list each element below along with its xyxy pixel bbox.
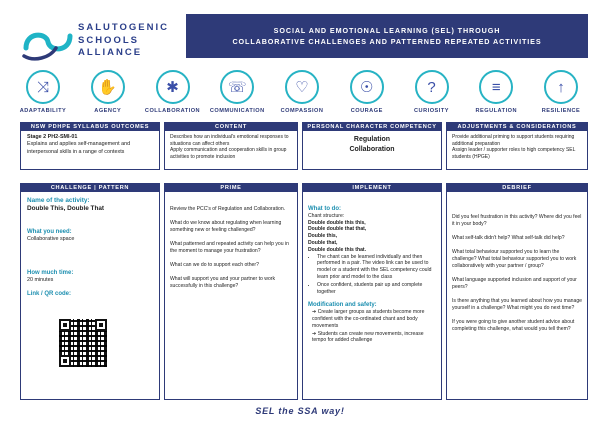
- activity-name-value: Double This, Double That: [27, 205, 105, 212]
- debrief-question: What language supported inclusion and support of your peers?: [452, 277, 577, 290]
- adjustments-header: ADJUSTMENTS & CONSIDERATIONS: [447, 123, 587, 131]
- competency-curiosity: [401, 70, 463, 120]
- modification-item: ➔ Students can create new movements, increase tempo for added challenge: [312, 330, 424, 344]
- prime-paragraph: What do we know about regulating when learning something new or feeling challenged?: [170, 220, 282, 233]
- logo-wordmark: [78, 22, 169, 60]
- regulation-icon: ≡: [479, 70, 513, 104]
- logo-line-2: SCHOOLS: [78, 34, 139, 46]
- syllabus-text: Explains and applies self-management and interpersonal skills in a range of contexts: [27, 141, 131, 155]
- step-item: • The chant can be learned individually and then performed in a pair. The video link can be used to model or a student with the SEL competency could learn prior and model to the class: [317, 254, 436, 281]
- modification-item: ➔ Create larger groups as students become more confident with the co-ordinated chant and body movements: [312, 309, 425, 329]
- chant-line: Double double this that.: [308, 246, 367, 253]
- competency-label: RESILIENCE: [541, 108, 581, 114]
- challenge-header: CHALLENGE | PATTERN: [21, 184, 159, 192]
- compassion-icon: ♡: [285, 70, 319, 104]
- activity-name-label: Name of the activity:: [27, 197, 90, 204]
- resilience-icon: ↑: [544, 70, 578, 104]
- prime-paragraph: What patterned and repeated activity can help you in the moment to manage your frustration?: [170, 241, 289, 254]
- chant-line: Double double that that,: [308, 226, 367, 233]
- competency-collaboration: [142, 70, 204, 120]
- syllabus-code: Stage 2 PH2-SMI-01: [27, 134, 78, 140]
- banner-line-1: SOCIAL AND EMOTIONAL LEARNING (SEL) THROUGH: [273, 26, 501, 35]
- personal-competency-header: PERSONAL CHARACTER COMPETENCY: [303, 123, 441, 131]
- implement-header: IMPLEMENT: [303, 184, 441, 192]
- link-qr-label: Link / QR code:: [27, 290, 72, 297]
- debrief-box: [446, 183, 588, 400]
- prime-paragraph: Review the PCC's of Regulation and Collaboration.: [170, 206, 286, 212]
- logo-line-1: SALUTOGENIC: [78, 22, 169, 33]
- time-value: 20 minutes: [27, 277, 54, 284]
- prime-paragraph: What will support you and your partner to work successfully in this challenge?: [170, 276, 276, 289]
- footer-tagline: SEL the SSA way!: [255, 406, 345, 416]
- syllabus-header: NSW PDHPE SYLLABUS OUTCOMES: [21, 123, 159, 131]
- prime-paragraph: What can we do to support each other?: [170, 262, 259, 268]
- ssa-logo-mark-icon: [20, 18, 76, 64]
- prime-header: PRIME: [165, 184, 297, 192]
- need-value: Collaborative space: [27, 236, 75, 243]
- personal-competency-box: [302, 122, 442, 170]
- content-line-1: Describes how an individual's emotional responses to situations can affect others: [170, 134, 289, 147]
- chant-intro: Chant structure:: [308, 212, 345, 219]
- collaboration-icon: ✱: [156, 70, 190, 104]
- competency-communication: [206, 70, 268, 120]
- competency-courage: [336, 70, 398, 120]
- debrief-question: If you were going to give another student advice about completing this challenge, what would you tell them?: [452, 319, 575, 332]
- adjustments-line-2: Assign leader / supporter roles to high competency SEL students (HPGE): [452, 147, 576, 160]
- competency-label: AGENCY: [94, 108, 122, 114]
- competency-resilience: [530, 70, 592, 120]
- communication-icon: ☏: [220, 70, 254, 104]
- challenge-box: [20, 183, 160, 400]
- adjustments-box: [446, 122, 588, 170]
- competency-regulation: [465, 70, 527, 120]
- personal-competency-item-1: Regulation: [353, 136, 391, 143]
- implement-box: [302, 183, 442, 400]
- competency-label: COMMUNICATION: [209, 108, 265, 114]
- title-banner: [186, 14, 588, 58]
- banner-line-2: COLLABORATIVE CHALLENGES AND PATTERNED REPEATED ACTIVITIES: [232, 37, 542, 46]
- syllabus-box: [20, 122, 160, 170]
- content-line-2: Apply communication and cooperation skills in group activities to promote inclusion: [170, 147, 287, 160]
- competency-label: REGULATION: [475, 108, 518, 114]
- competency-icon-row: [12, 70, 592, 120]
- prime-box: [164, 183, 298, 400]
- competency-adaptability: [12, 70, 74, 120]
- chant-line: Double that,: [308, 239, 338, 246]
- logo-line-3: ALLIANCE: [78, 47, 143, 58]
- chant-line: Double this,: [308, 233, 338, 240]
- modification-label: Modification and safety:: [308, 302, 377, 309]
- time-label: How much time:: [27, 269, 74, 276]
- ssa-logo: [20, 18, 180, 68]
- debrief-header: DEBRIEF: [447, 184, 587, 192]
- adaptability-icon: ⤨: [26, 70, 60, 104]
- debrief-question: What self-talk didn't help? What self-talk did help?: [452, 235, 565, 241]
- competency-label: COLLABORATION: [144, 108, 201, 114]
- content-box: [164, 122, 298, 170]
- competency-compassion: [271, 70, 333, 120]
- curiosity-icon: ?: [415, 70, 449, 104]
- debrief-question: What total behaviour supported you to learn the challenge? What total behaviour supported you to work collaboratively with your partner / group?: [452, 249, 577, 269]
- competency-label: ADAPTABILITY: [19, 108, 67, 114]
- todo-label: What to do:: [308, 206, 341, 212]
- step-item: • Once confident, students pair up and complete together: [317, 282, 436, 296]
- modification-text: Students can create new movements, increase tempo for added challenge: [312, 330, 424, 344]
- agency-icon: ✋: [91, 70, 125, 104]
- need-label: What you need:: [27, 229, 72, 235]
- content-header: CONTENT: [165, 123, 297, 131]
- competency-label: COMPASSION: [280, 108, 324, 114]
- competency-label: COURAGE: [350, 108, 383, 114]
- competency-label: CURIOSITY: [414, 108, 449, 114]
- courage-icon: ☉: [350, 70, 384, 104]
- competency-agency: [77, 70, 139, 120]
- modification-text: Create larger groups as students become more confident with the co-ordinated chant and body movements: [312, 309, 425, 329]
- debrief-question: Did you feel frustration in this activity? Where did you feel it in your body?: [452, 214, 582, 227]
- qr-code[interactable]: [59, 319, 107, 367]
- adjustments-line-1: Provide additional priming to support students requiring additional preparation: [452, 134, 575, 147]
- chant-line: Double double this this,: [308, 219, 366, 226]
- personal-competency-item-2: Collaboration: [349, 146, 395, 153]
- debrief-question: Is there anything that you learned about how you manage yourself in a challenge? What might you do next time?: [452, 298, 582, 311]
